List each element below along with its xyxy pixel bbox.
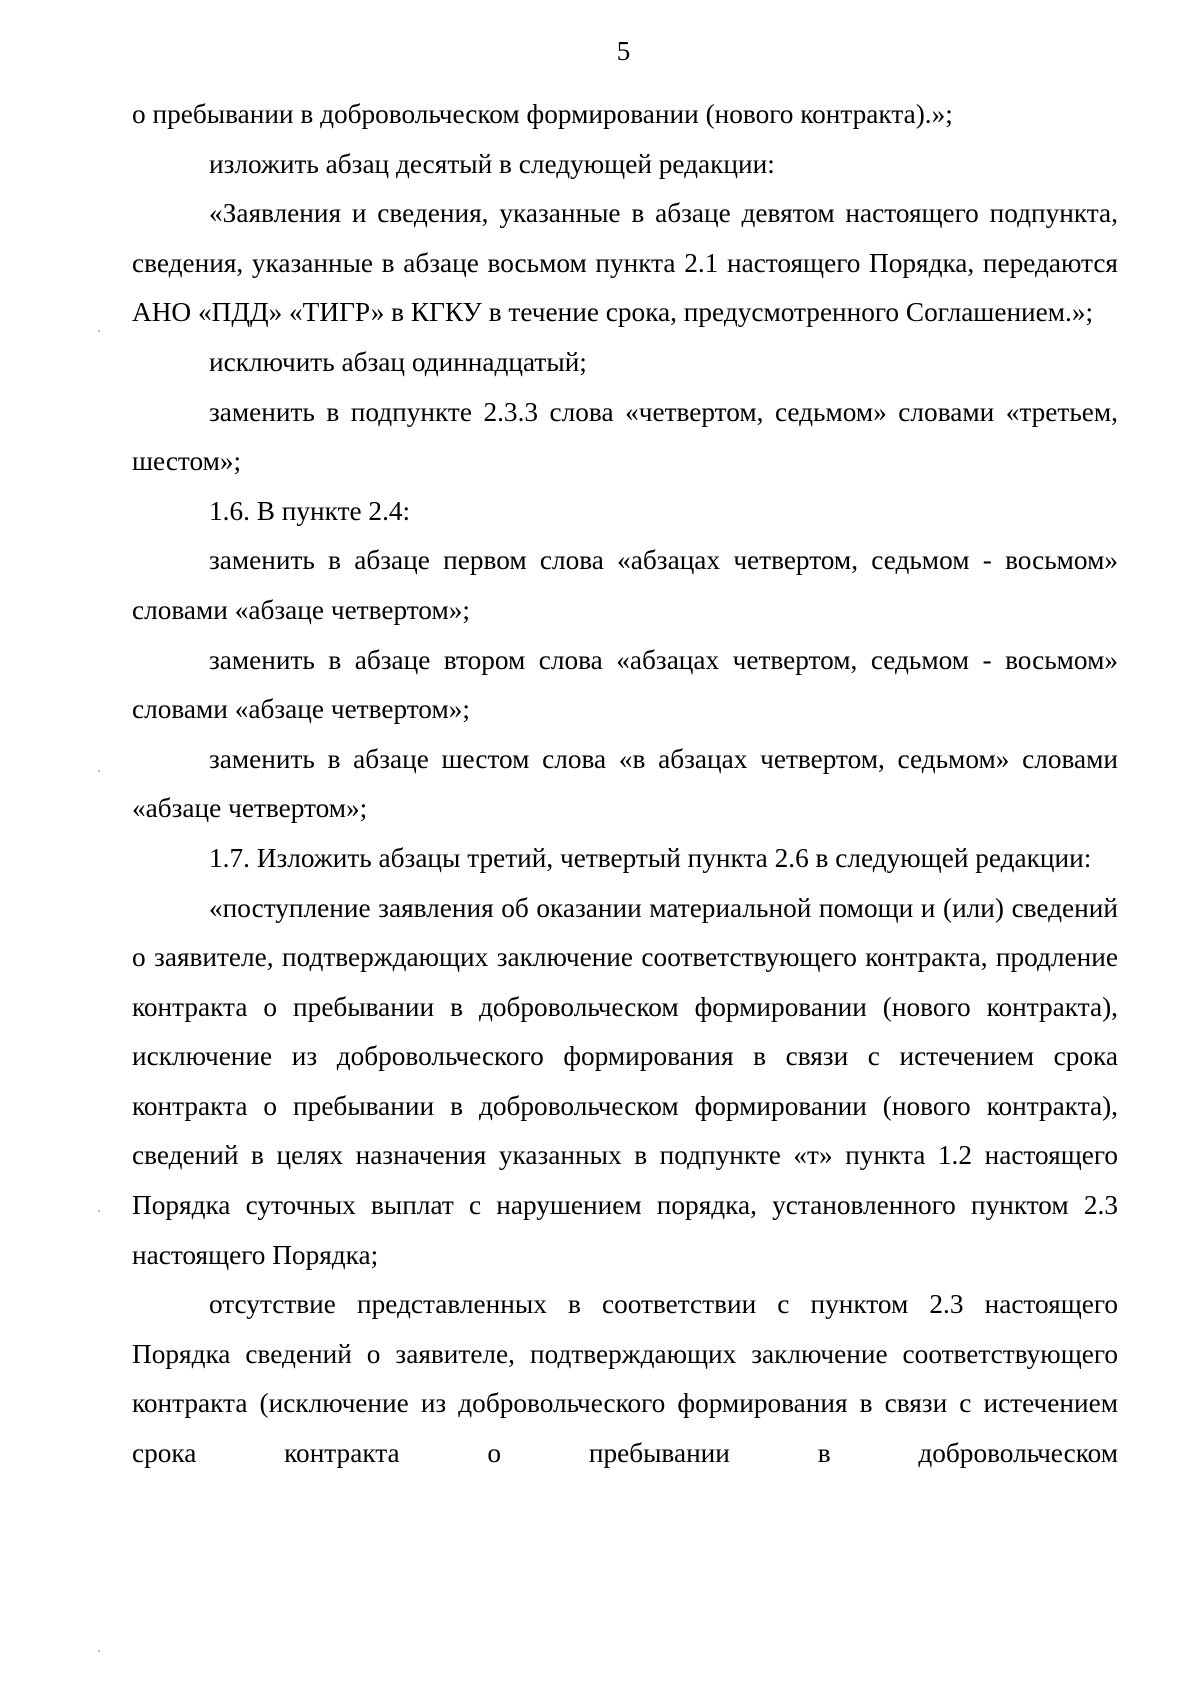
paragraph-section-heading: 1.6. В пункте 2.4: — [209, 495, 411, 526]
paragraph-instruction: изложить абзац десятый в следующей редакции: — [209, 148, 775, 179]
paragraph-quoted-text: «Заявления и сведения, указанные в абзаце девятом настоящего подпункта, сведения, указанные в абзаце восьмом пункта 2.1 настоящего Порядка, передаются АНО «ПДД» «ТИГР» в КГКУ в течение срока, предусмотренного Соглашением.»; — [132, 198, 1118, 328]
scan-speck — [98, 1650, 100, 1652]
paragraph-continuation: о пребывании в добровольческом формировании (нового контракта).»; — [132, 99, 953, 129]
scan-speck — [98, 770, 100, 772]
paragraph-section-heading: 1.7. Изложить абзацы третий, четвертый пункта 2.6 в следующей редакции: — [209, 842, 1092, 873]
document-body — [132, 90, 1118, 1479]
paragraph-instruction: заменить в абзаце шестом слова «в абзацах четвертом, седьмом» словами «абзаце четвертом»; — [132, 743, 1118, 824]
paragraph-instruction: заменить в абзаце первом слова «абзацах четвертом, седьмом - восьмом» словами «абзаце четвертом»; — [132, 545, 1118, 625]
scan-speck — [98, 1210, 100, 1212]
page-number: 5 — [616, 36, 631, 66]
scan-speck — [98, 330, 100, 332]
paragraph-instruction: исключить абзац одиннадцатый; — [209, 346, 587, 377]
paragraph-instruction: заменить в абзаце втором слова «абзацах четвертом, седьмом - восьмом» словами «абзаце четвертом»; — [132, 644, 1118, 725]
paragraph-instruction: заменить в подпункте 2.3.3 слова «четвертом, седьмом» словами «третьем, шестом»; — [132, 396, 1118, 477]
paragraph-quoted-text: отсутствие представленных в соответствии с пунктом 2.3 настоящего Порядка сведений о заявителе, подтверждающих заключение соответствующего контракта (исключение из добровольческого формирования в связи с истечением срока контракта о пребывании в добровольческом — [132, 1289, 1118, 1469]
paragraph-quoted-text: «поступление заявления об оказании материальной помощи и (или) сведений о заявителе, подтверждающих заключение соответствующего контракта, продление контракта о пребывании в добровольческом формировании (нового контракта), исключение из добровольческого формирования в связи с истечением срока контракта о пребывании в добровольческом формировании (нового контракта), сведений в целях назначения указанных в подпункте «т» пункта 1.2 настоящего Порядка суточных выплат с нарушением порядка, установленного пунктом 2.3 настоящего Порядка; — [132, 892, 1118, 1270]
